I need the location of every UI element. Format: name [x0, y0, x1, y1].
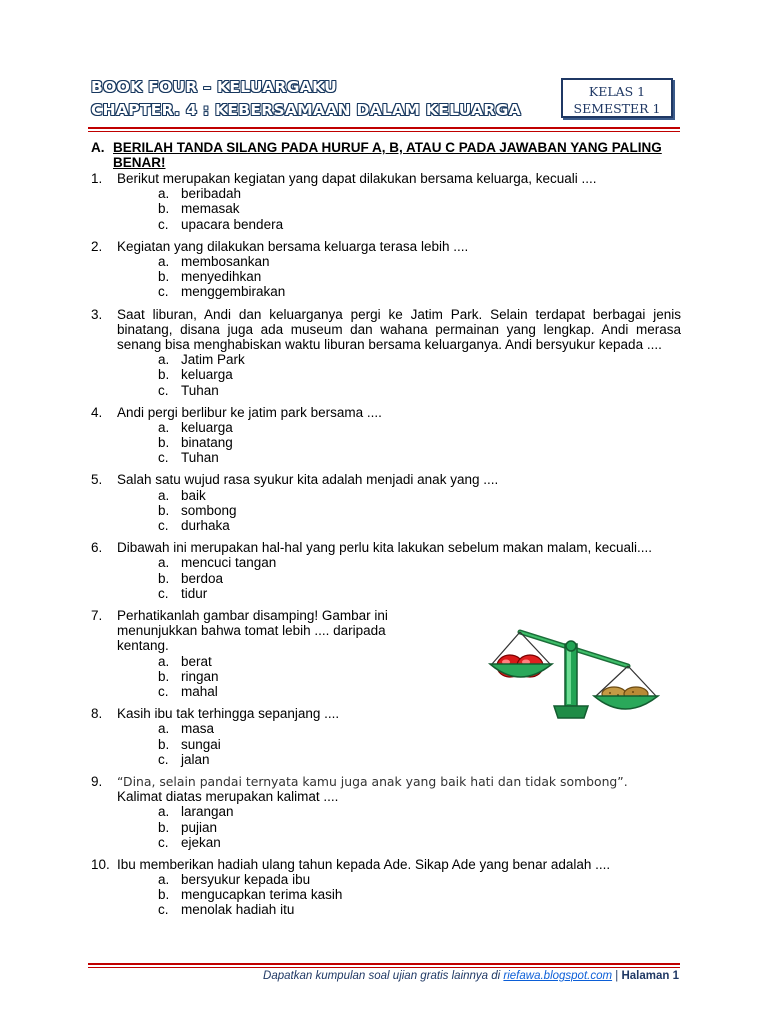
answer-option[interactable] — [91, 254, 681, 269]
chapter-title: CHAPTER. 4 : KEBERSAMAAN DALAM KELUARGA — [91, 101, 521, 119]
question-2 — [91, 239, 681, 300]
option-text: sungai — [181, 736, 221, 752]
option-letter: a. — [158, 721, 170, 737]
option-text: memasak — [181, 201, 240, 217]
option-letter: b. — [158, 887, 170, 903]
footer-link[interactable]: riefawa.blogspot.com — [503, 970, 613, 982]
question-number: 6. — [91, 540, 103, 556]
option-letter: b. — [158, 502, 170, 518]
footer-separator: | — [612, 970, 622, 982]
answer-option[interactable] — [91, 752, 681, 767]
question-text: Dibawah ini merupakan hal-hal yang perlu kita lakukan sebelum makan malam, kecuali.... — [117, 540, 653, 556]
scale-base — [554, 706, 588, 718]
answer-option[interactable] — [91, 186, 681, 201]
class-label: KELAS 1 — [588, 84, 646, 99]
question-9 — [91, 774, 681, 850]
class-info-box — [561, 78, 673, 118]
question-3 — [91, 307, 681, 398]
option-letter: c. — [158, 585, 169, 601]
question-text: Ibu memberikan hadiah ulang tahun kepada Ade. Sikap Ade yang benar adalah .... — [117, 856, 611, 872]
option-text: membosankan — [181, 253, 270, 269]
option-text: beribadah — [181, 186, 242, 202]
option-letter: c. — [158, 683, 169, 699]
option-text: jalan — [181, 751, 210, 767]
question-number: 9. — [91, 773, 103, 789]
option-text: berat — [181, 653, 212, 669]
option-letter: a. — [158, 186, 170, 202]
option-letter: b. — [158, 736, 170, 752]
option-letter: a. — [158, 487, 170, 503]
option-text: baik — [181, 487, 206, 503]
option-letter: b. — [158, 201, 170, 217]
answer-option[interactable] — [91, 352, 681, 367]
option-text: menggembirakan — [181, 284, 286, 300]
footer-divider — [88, 963, 680, 965]
question-text: Kasih ibu tak terhingga sepanjang .... — [117, 706, 340, 722]
option-letter: c. — [158, 518, 169, 534]
answer-option[interactable] — [91, 518, 681, 533]
option-letter: b. — [158, 668, 170, 684]
question-text: Kegiatan yang dilakukan bersama keluarga terasa lebih .... — [117, 238, 469, 254]
question-text: Perhatikanlah gambar disamping! Gambar ini menunjukkan bahwa tomat lebih .... daripada kentang. — [117, 608, 388, 654]
question-subtext: Kalimat diatas merupakan kalimat .... — [117, 789, 339, 805]
question-number: 1. — [91, 171, 103, 186]
option-letter: a. — [158, 653, 170, 669]
option-letter: a. — [158, 352, 170, 368]
question-4 — [91, 405, 681, 466]
section-label: A. — [91, 140, 105, 155]
option-letter: a. — [158, 253, 170, 269]
option-letter: a. — [158, 555, 170, 571]
option-text: durhaka — [181, 518, 230, 534]
option-letter: c. — [158, 450, 169, 466]
option-text: keluarga — [181, 367, 233, 383]
question-text: “Dina, selain pandai ternyata kamu juga anak yang baik hati dan tidak sombong”. — [117, 773, 628, 789]
option-letter: b. — [158, 570, 170, 586]
option-text: Tuhan — [181, 382, 219, 398]
instruction-text: BERILAH TANDA SILANG PADA HURUF A, B, ATAU C PADA JAWABAN YANG PALING BENAR! — [113, 140, 662, 170]
option-text: ringan — [181, 668, 219, 684]
option-text: masa — [181, 721, 215, 737]
option-text: Jatim Park — [181, 352, 245, 368]
option-text: sombong — [181, 502, 237, 518]
question-6 — [91, 540, 681, 601]
scale-pan-left — [490, 664, 552, 677]
answer-option[interactable] — [91, 450, 681, 465]
header-divider-thin — [88, 131, 680, 132]
option-letter: c. — [158, 751, 169, 767]
question-text: Saat liburan, Andi dan keluarganya pergi ke Jatim Park. Selain terdapat berbagai jenis binatang, disana juga ada museum dan wahana permainan yang lengkap. Andi merasa senang bisa menghabiskan waktu liburan bersama keluarganya. Andi bersyukur kepada .... — [117, 306, 681, 352]
option-letter: c. — [158, 216, 169, 232]
option-text: mahal — [181, 683, 218, 699]
answer-option[interactable] — [91, 887, 681, 902]
option-text: larangan — [181, 804, 234, 820]
option-letter: c. — [158, 902, 169, 918]
option-text: ejekan — [181, 834, 221, 850]
option-text: upacara bendera — [181, 216, 284, 232]
option-text: tidur — [181, 585, 208, 601]
answer-option[interactable] — [91, 217, 681, 232]
option-letter: b. — [158, 367, 170, 383]
option-text: bersyukur kepada ibu — [181, 872, 311, 888]
option-letter: a. — [158, 804, 170, 820]
book-title: BOOK FOUR – KELUARGAKU — [91, 78, 338, 96]
option-text: mencuci tangan — [181, 555, 277, 571]
balance-scale-image — [488, 624, 660, 724]
answer-option[interactable] — [91, 571, 681, 586]
question-number: 2. — [91, 238, 103, 254]
answer-option[interactable] — [91, 902, 681, 917]
option-text: menyedihkan — [181, 269, 262, 285]
option-letter: b. — [158, 819, 170, 835]
option-text: pujian — [181, 819, 218, 835]
answer-option[interactable] — [91, 420, 681, 435]
option-letter: b. — [158, 435, 170, 451]
answer-option[interactable] — [91, 269, 681, 284]
question-number: 3. — [91, 306, 103, 322]
page-number: Halaman 1 — [621, 970, 679, 982]
question-list — [91, 171, 681, 925]
answer-option[interactable] — [91, 835, 681, 850]
question-number: 10. — [91, 856, 110, 872]
page-footer — [263, 970, 679, 982]
option-text: Tuhan — [181, 450, 219, 466]
answer-option[interactable] — [91, 737, 681, 752]
option-letter: c. — [158, 382, 169, 398]
semester-label: SEMESTER 1 — [573, 101, 661, 116]
scale-pan-right — [594, 696, 658, 709]
option-letter: c. — [158, 284, 169, 300]
header-divider — [88, 127, 680, 129]
question-text: Andi pergi berlibur ke jatim park bersama .... — [117, 404, 382, 420]
answer-option[interactable] — [91, 586, 681, 601]
answer-option[interactable] — [91, 201, 681, 216]
footer-divider-thin — [88, 967, 680, 968]
answer-option[interactable] — [91, 367, 681, 382]
answer-option[interactable] — [91, 284, 681, 299]
answer-option[interactable] — [91, 383, 681, 398]
question-number: 7. — [91, 608, 103, 623]
option-letter: b. — [158, 269, 170, 285]
option-text: keluarga — [181, 419, 233, 435]
option-letter: a. — [158, 872, 170, 888]
option-letter: a. — [158, 419, 170, 435]
answer-option[interactable] — [91, 555, 681, 570]
option-letter: c. — [158, 834, 169, 850]
question-number: 4. — [91, 404, 103, 420]
option-text: binatang — [181, 435, 233, 451]
question-number: 5. — [91, 472, 103, 488]
question-number: 8. — [91, 706, 103, 722]
option-text: berdoa — [181, 570, 224, 586]
answer-option[interactable] — [91, 503, 681, 518]
question-10 — [91, 857, 681, 918]
answer-option[interactable] — [91, 820, 681, 835]
option-text: menolak hadiah itu — [181, 902, 295, 918]
answer-option[interactable] — [91, 872, 681, 887]
question-text: Salah satu wujud rasa syukur kita adalah menjadi anak yang .... — [117, 472, 499, 488]
answer-option[interactable] — [91, 435, 681, 450]
answer-option[interactable] — [91, 488, 681, 503]
question-1 — [91, 171, 681, 232]
question-5 — [91, 472, 681, 533]
footer-text: Dapatkan kumpulan soal ujian gratis lainnya di — [263, 970, 504, 982]
answer-option[interactable] — [91, 804, 681, 819]
question-text: Berikut merupakan kegiatan yang dapat dilakukan bersama keluarga, kecuali .... — [117, 171, 597, 186]
option-text: mengucapkan terima kasih — [181, 887, 343, 903]
